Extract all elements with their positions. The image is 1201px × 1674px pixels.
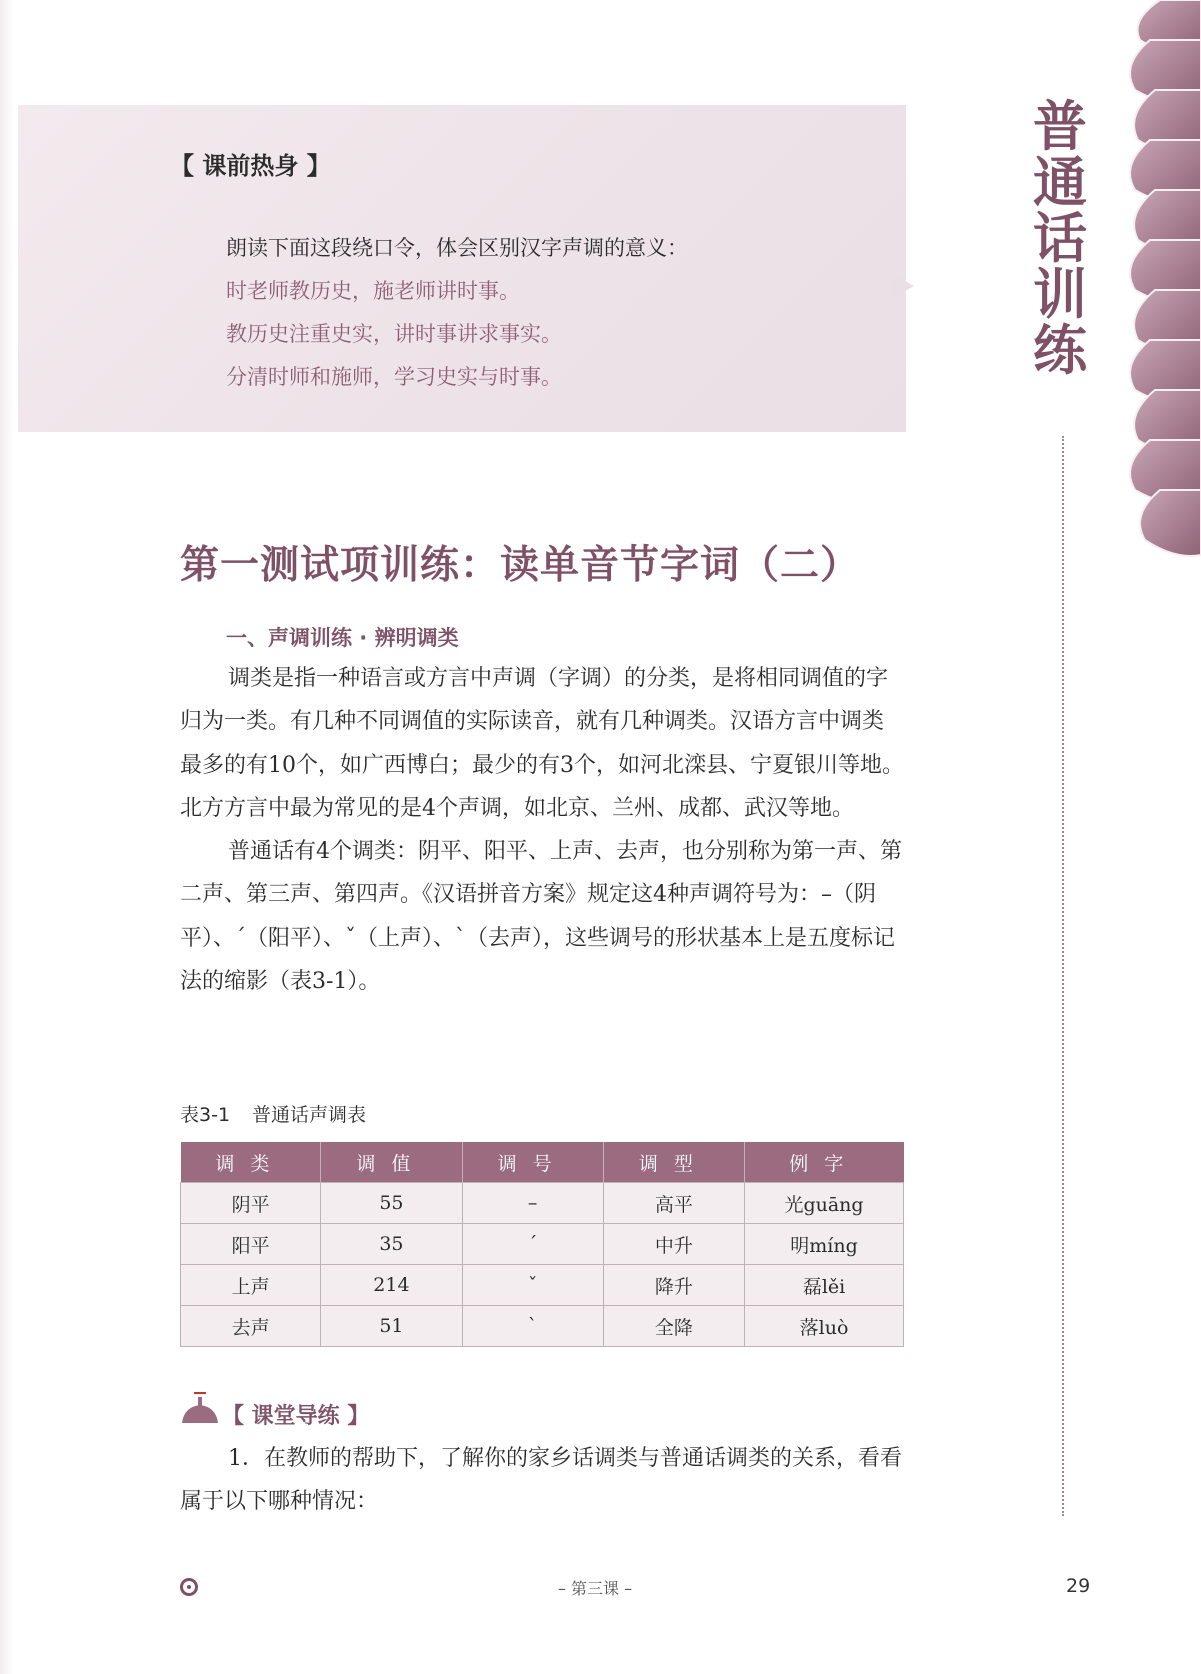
table-header-cell: 调值 [321, 1142, 462, 1183]
table-cell: 阴平 [181, 1183, 321, 1224]
tongue-twister-line: 分清时师和施师，学习史实与时事。 [226, 365, 562, 389]
table-cell: 降升 [603, 1265, 744, 1306]
table-caption-title: 普通话声调表 [252, 1104, 367, 1126]
table-cell: 214 [321, 1265, 462, 1306]
paragraph: 调类是指一种语言或方言中声调（字调）的分类，是将相同调值的字归为一类。有几种不同调值的实际读音，就有几种调类。汉语方言中调类最多的有10个，如广西博白；最少的有3个，如河北滦县、宁夏银川等地。北方方言中最为常见的是4个声调，如北京、兰州、成都、武汉等地。 [180, 666, 904, 821]
warmup-title: 【 课前热身 】 [170, 152, 331, 180]
practice-body [180, 1437, 904, 1524]
tone-table [180, 1142, 904, 1347]
scale-pattern-decoration [1120, 0, 1201, 570]
table-cell: 去声 [181, 1306, 321, 1347]
table-header-row [181, 1142, 904, 1183]
table-header-cell: 调号 [462, 1142, 603, 1183]
table-row [181, 1306, 904, 1347]
table-cell: ˇ [462, 1265, 603, 1306]
paragraph: 普通话有4个调类：阴平、阳平、上声、去声，也分别称为第一声、第二声、第三声、第四声。《汉语拼音方案》规定这4种声调符号为：–（阴平）、ˊ（阳平）、ˇ（上声）、ˋ（去声），这些调号的形状基本上是五度标记法的缩影（表3-1）。 [180, 839, 902, 995]
page-number: 29 [1066, 1575, 1091, 1597]
table-cell: 35 [321, 1224, 462, 1265]
table-cell: 高平 [603, 1183, 744, 1224]
table-cell: 55 [321, 1183, 462, 1224]
table-cell: 上声 [181, 1265, 321, 1306]
side-title-char: 练 [1033, 318, 1087, 382]
table-cell: 光guāng [745, 1183, 904, 1224]
table-row [181, 1224, 904, 1265]
side-dotted-divider [1062, 436, 1068, 1516]
table-caption [180, 1100, 366, 1127]
side-title-char: 普 [1033, 94, 1087, 158]
paragraph: 1．在教师的帮助下，了解你的家乡话调类与普通话调类的关系，看看属于以下哪种情况： [180, 1446, 902, 1515]
table-cell: 阳平 [181, 1224, 321, 1265]
table-cell: 全降 [603, 1306, 744, 1347]
table-cell: 明míng [745, 1224, 904, 1265]
table-header-cell: 调型 [603, 1142, 744, 1183]
table-cell: – [462, 1183, 603, 1224]
side-title-char: 通 [1033, 150, 1087, 214]
table-cell: ˋ [462, 1306, 603, 1347]
section-heading: 一、声调训练 · 辨明调类 [226, 626, 459, 650]
section-body [180, 657, 904, 1003]
chapter-side-title [1030, 94, 1090, 382]
bell-icon [180, 1389, 220, 1423]
table-row [181, 1265, 904, 1306]
main-heading: 第一测试项训练：读单音节字词（二） [180, 542, 861, 588]
tongue-twister-line: 时老师教历史，施老师讲时事。 [226, 279, 520, 303]
table-caption-id: 表3-1 [180, 1104, 231, 1126]
table-header-cell: 调类 [181, 1142, 321, 1183]
warmup-intro: 朗读下面这段绕口令，体会区别汉字声调的意义： [226, 236, 688, 260]
table-cell: ˊ [462, 1224, 603, 1265]
table-cell: 中升 [603, 1224, 744, 1265]
table-row [181, 1183, 904, 1224]
table-cell: 51 [321, 1306, 462, 1347]
page-edge [0, 0, 14, 1674]
side-title-char: 话 [1033, 206, 1087, 270]
table-cell: 磊lěi [745, 1265, 904, 1306]
warmup-box-notch [890, 272, 914, 300]
side-title-char: 训 [1033, 262, 1087, 326]
table-header-cell: 例字 [745, 1142, 904, 1183]
practice-title: 【 课堂导练 】 [222, 1404, 370, 1429]
table-cell: 落luò [745, 1306, 904, 1347]
tongue-twister-line: 教历史注重史实，讲时事讲求事实。 [226, 322, 562, 346]
footer-lesson-label: – 第三课 – [557, 1579, 633, 1598]
